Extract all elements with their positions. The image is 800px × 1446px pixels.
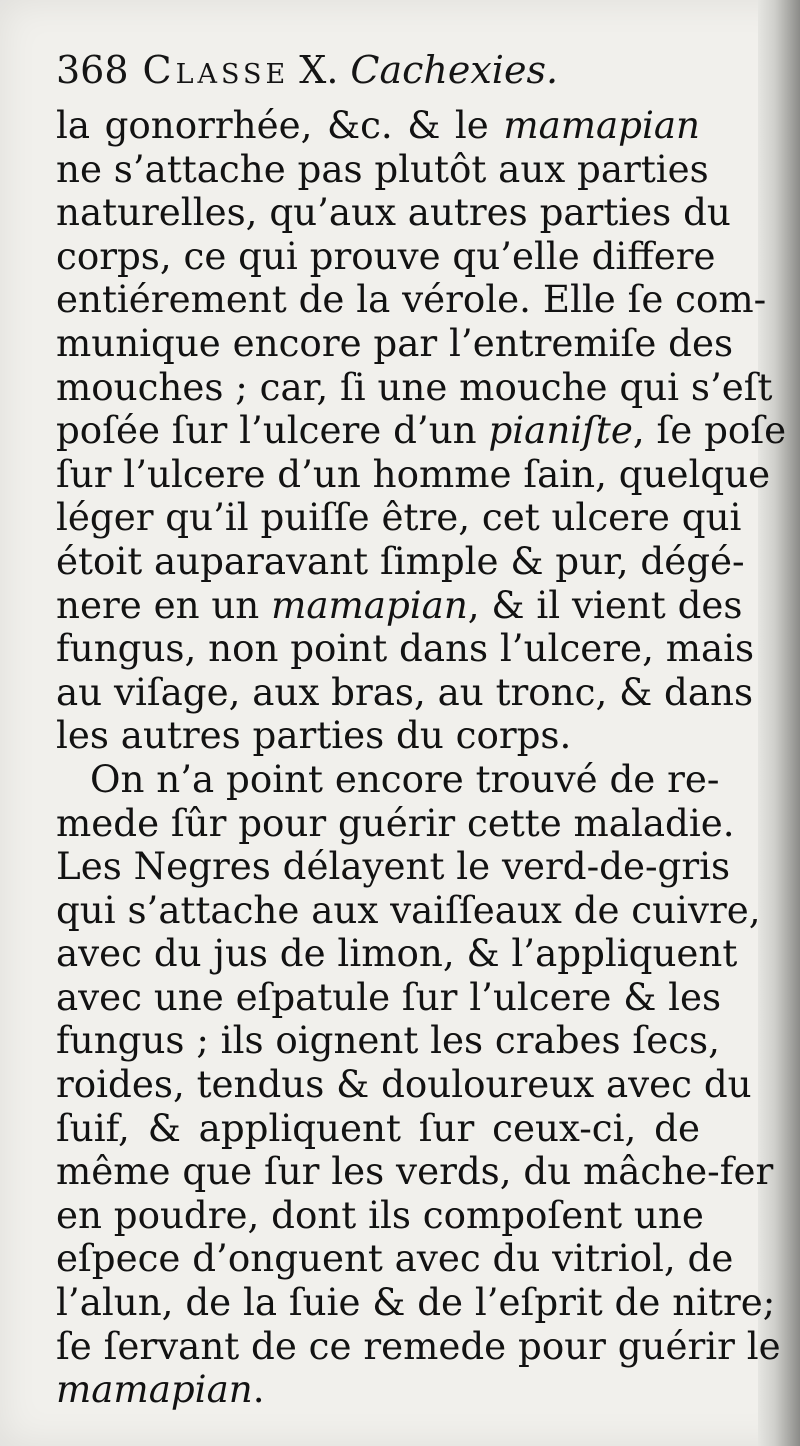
text-segment: ſur l’ulcere d’un homme ſain, quelque	[56, 451, 771, 496]
text-segment: même que ſur les verds, du mâche-fer	[56, 1149, 774, 1194]
text-segment: , & il vient des	[467, 582, 743, 627]
text-segment: .	[252, 1367, 265, 1412]
text-segment: Les Negres délayent le verd-de-gris	[56, 844, 731, 889]
text-segment: étoit auparavant ſimple & pur, dégé-	[56, 538, 745, 583]
text-line	[56, 1280, 776, 1325]
text-line	[56, 582, 743, 628]
text-segment: avec une eſpatule ſur l’ulcere & les	[56, 974, 722, 1019]
text-line	[56, 451, 771, 497]
text-line	[56, 887, 761, 933]
body-text	[56, 103, 787, 1412]
text-line	[56, 1192, 704, 1238]
text-line	[56, 495, 742, 540]
text-segment: avec du jus de limon, & l’appliquent	[56, 931, 738, 976]
text-line	[56, 364, 773, 410]
text-segment: mouches ; car, ſi une mouche qui s’eſt	[56, 364, 773, 409]
text-line	[56, 277, 767, 322]
text-line	[56, 190, 731, 235]
text-segment: ne s’attache pas plutôt aux parties	[56, 146, 709, 191]
text-line	[56, 538, 745, 584]
text-line	[56, 626, 755, 671]
text-segment: fungus ; ils oignent les crabes ſecs,	[56, 1018, 720, 1063]
text-line	[56, 320, 734, 366]
italic-term: mamapian	[56, 1367, 253, 1412]
text-line	[56, 931, 738, 976]
text-segment: On n’a point encore trouvé de re-	[90, 756, 720, 801]
italic-term: mamapian	[271, 582, 468, 627]
italic-term: pianiſte	[488, 408, 633, 453]
text-segment: nere en un	[56, 582, 272, 627]
text-line	[56, 756, 720, 802]
text-segment: , ſe poſe	[632, 408, 787, 453]
text-segment: la gonorrhée, &c. & le	[56, 103, 504, 147]
text-line	[56, 800, 735, 846]
text-segment: mede ſûr pour guérir cette maladie.	[56, 800, 735, 845]
text-line	[56, 146, 709, 192]
text-line	[56, 1236, 734, 1281]
header-classe: Classe	[142, 48, 290, 92]
text-line	[56, 1149, 774, 1194]
page-number: 368	[56, 48, 129, 92]
text-segment: au viſage, aux bras, au tronc, & dans	[56, 669, 754, 714]
text-segment: qui s’attache aux vaiſſeaux de cuivre,	[56, 887, 761, 932]
text-segment: léger qu’il puiſſe être, cet ulcere qui	[56, 495, 742, 540]
text-segment: corps, ce qui prouve qu’elle differe	[56, 233, 716, 278]
text-line	[56, 844, 731, 889]
text-segment: fungus, non point dans l’ulcere, mais	[56, 626, 755, 671]
text-line	[56, 1018, 720, 1063]
text-segment: munique encore par l’entremiſe des	[56, 320, 734, 365]
text-segment: ſe ſervant de ce remede pour guérir le	[56, 1323, 781, 1368]
text-segment: naturelles, qu’aux autres parties du	[56, 190, 731, 235]
text-segment: en poudre, dont ils compoſent une	[56, 1192, 704, 1237]
header-section: Cachexies.	[350, 48, 559, 92]
text-line	[56, 974, 722, 1020]
text-segment: entiérement de la vérole. Elle ſe com-	[56, 277, 767, 322]
text-segment: roides, tendus & douloureux avec du	[56, 1062, 752, 1107]
running-header	[56, 48, 736, 98]
text-line	[56, 233, 716, 279]
italic-term: mamapian	[503, 103, 700, 147]
text-segment: ſuif, & appliquent ſur ceux-ci, de	[56, 1105, 700, 1150]
header-classe-number: X.	[299, 48, 339, 92]
text-line	[56, 104, 700, 148]
text-line	[56, 1323, 781, 1369]
page-gutter-shadow	[758, 0, 800, 1446]
text-segment: eſpece d’onguent avec du vitriol, de	[56, 1236, 734, 1281]
text-segment: poſée ſur l’ulcere d’un	[56, 408, 489, 453]
text-line	[56, 1062, 752, 1107]
text-segment: les autres parties du corps.	[56, 713, 572, 758]
text-line	[56, 1107, 700, 1151]
text-line	[56, 669, 754, 715]
text-line	[56, 1368, 700, 1412]
text-line	[56, 714, 700, 758]
text-line	[56, 408, 787, 453]
text-segment: l’alun, de la ſuie & de l’eſprit de nitre;	[56, 1280, 776, 1325]
